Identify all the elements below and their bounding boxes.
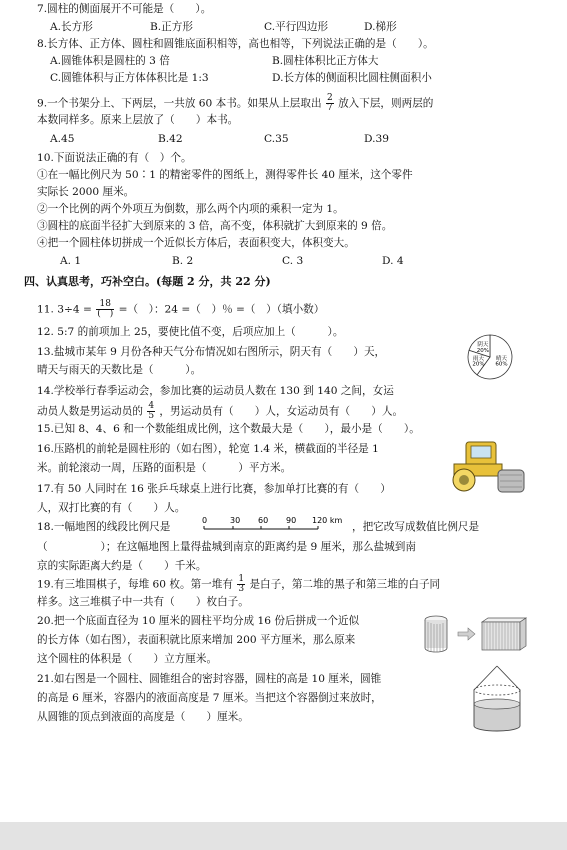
q11-a: 11. 3÷4 = [37,303,92,316]
q16-line2: 米。前轮滚动一周，压路的面积是（ ）平方米。 [37,462,292,474]
q7-option-c: C.平行四边形 [264,21,329,33]
scale-label-30: 30 [230,516,241,525]
q10-option-a: A. 1 [60,255,82,267]
q20-line3: 这个圆柱的体积是（ ）立方厘米。 [37,653,218,665]
q11-frac-den: ( ) [97,309,114,319]
q18-line3: 京的实际距离大约是（ ）千米。 [37,560,207,572]
q9-option-d: D.39 [364,133,389,145]
pie-pct-1: 20% [476,348,490,355]
scale-label-0: 0 [202,516,208,525]
q10-stem: 10.下面说法正确的有（ ）个。 [37,152,192,164]
q11-fraction [96,300,114,319]
weather-pie-chart [460,333,520,381]
q10-statement-3: ③圆柱的底面半径扩大到原来的 3 倍，高不变，体积就扩大到原来的 9 倍。 [37,220,393,232]
q15-text: 15.已知 8、4、6 和一个数能组成比例，这个数最大是（ ），最小是（ ）。 [37,423,420,435]
q11-line [37,300,324,319]
q19-fraction [237,575,245,594]
q11-frac-num: 18 [96,300,114,310]
q10-statement-1a: ①在一幅比例尺为 50∶1 的精密零件的图纸上，测得零件长 40 厘米，这个零件 [37,169,413,181]
q16-line1: 16.压路机的前轮是圆柱形的（如右图），轮宽 1.4 米，横截面的半径是 1 [37,443,379,455]
pie-pct-2: 20% [472,361,485,368]
q19-line1 [37,575,440,594]
q10-statement-4: ④把一个圆柱体切拼成一个近似长方体后，表面积变大，体积变大。 [37,237,355,249]
q13-line1: 13.盐城市某年 9 月份各种天气分布情况如右图所示，阴天有（ ）天， [37,346,386,358]
q9-line1-b: 放入下层，则两层的 [338,97,434,110]
q17-line1: 17.有 50 人同时在 16 张乒乓球桌上进行比赛，参加单打比赛的有（ ） [37,483,391,495]
q9-fraction [326,94,334,113]
q9-line2: 本数同样多。原来上层放了（ ）本书。 [37,114,239,126]
q19-frac-num: 1 [238,574,245,584]
q9-option-b: B.42 [158,133,183,145]
q9-frac-num: 2 [326,93,333,103]
line-scale-bar [200,514,350,536]
cylinder-to-cuboid-figure [420,612,530,656]
pie-label-0: 晴天 [495,355,508,362]
q21-line1: 21.如右图是一个圆柱、圆锥组合的密封容器，圆柱的高是 10 厘米，圆锥 [37,673,382,685]
q17-line2: 人，双打比赛的有（ ）人。 [37,502,186,514]
cone-cylinder-container-figure [466,664,528,732]
q14-line2-a: 动员人数是男运动员的 [37,405,143,418]
q8-stem: 8.长方体、正方体、圆柱和圆锥底面积相等，高也相等，下列说法正确的是（ ）。 [37,38,434,50]
q14-line2 [37,402,403,421]
q8-option-c: C.圆锥体积与正方体体积比是 1:3 [50,72,209,84]
scale-label-120: 120 km [312,516,343,525]
q10-statement-1b: 实际长 2000 厘米。 [37,186,135,198]
section-4-title: 四、认真思考，巧补空白。(每题 2 分，共 22 分) [24,275,271,288]
q8-option-d: D.长方体的侧面积比圆柱侧面积小 [272,72,432,84]
q10-option-c: C. 3 [282,255,304,267]
q13-line2: 晴天与雨天的天数比是（ ）。 [37,364,202,376]
road-roller-icon [444,434,528,498]
q7-option-b: B.正方形 [150,21,193,33]
q14-fraction [147,402,155,421]
q8-option-b: B.圆柱体积比正方体大 [272,55,379,67]
q14-frac-num: 4 [148,401,155,411]
q19-line1-b: 是白子，第二堆的黑子和第三堆的白子同 [249,578,441,591]
q12-text: 12. 5:7 的前项加上 25，要使比值不变，后项应加上（ ）。 [37,326,344,338]
q20-line2: 的长方体（如右图），表面积就比原来增加 200 平方厘米，那么原来 [37,634,356,646]
pie-pct-0: 60% [495,361,508,368]
q18-line1-a: 18.一幅地图的线段比例尺是 [37,521,171,533]
q18-line1-b: ，把它改写成数值比例尺是 [352,521,480,533]
q11-b: =（ ）：24 =（ ）％ =（ ）（填小数） [118,303,325,316]
q9-line1-a: 9.一个书架分上、下两层，一共放 60 本书。如果从上层取出 [37,97,322,110]
q7-stem: 7.圆柱的侧面展开不可能是（ ）。 [37,3,212,15]
q9-option-a: A.45 [50,133,75,145]
q10-option-b: B. 2 [172,255,194,267]
q19-line1-a: 19.有三堆围棋子，每堆 60 枚。第一堆有 [37,578,233,591]
q10-statement-2: ②一个比例的两个外项互为倒数，那么两个内项的乘积一定为 1。 [37,203,344,215]
q20-line1: 20.把一个底面直径为 10 厘米的圆柱平均分成 16 份后拼成一个近似 [37,615,360,627]
scale-label-60: 60 [258,516,269,525]
pie-label-2: 雨天 [472,355,485,362]
q9-frac-den: 7 [326,103,333,113]
bottom-gray-bar [0,822,567,850]
q10-option-d: D. 4 [382,255,404,267]
q21-line3: 从圆锥的顶点到液面的高度是（ ）厘米。 [37,711,249,723]
q9-option-c: C.35 [264,133,289,145]
q18-line2: （ ）；在这幅地图上量得盐城到南京的距离约是 9 厘米，那么盐城到南 [37,541,416,553]
q19-line2: 样多。这三堆棋子中一共有（ ）枚白子。 [37,596,249,608]
q14-line1: 14.学校举行春季运动会，参加比赛的运动员人数在 130 到 140 之间，女运 [37,385,394,397]
q21-line2: 的高是 6 厘米，容器内的液面高度是 7 厘米。当把这个容器倒过来放时， [37,692,382,704]
scale-label-90: 90 [286,516,297,525]
q7-option-a: A.长方形 [50,21,93,33]
q9-line1 [37,94,433,113]
pie-label-1: 阴天 [477,342,489,349]
q7-option-d: D.梯形 [364,21,397,33]
q14-line2-b: ，男运动员有（ ）人，女运动员有（ ）人。 [159,405,404,418]
q19-frac-den: 3 [238,584,245,594]
q14-frac-den: 5 [148,411,155,421]
q8-option-a: A.圆锥体积是圆柱的 3 倍 [50,55,170,67]
